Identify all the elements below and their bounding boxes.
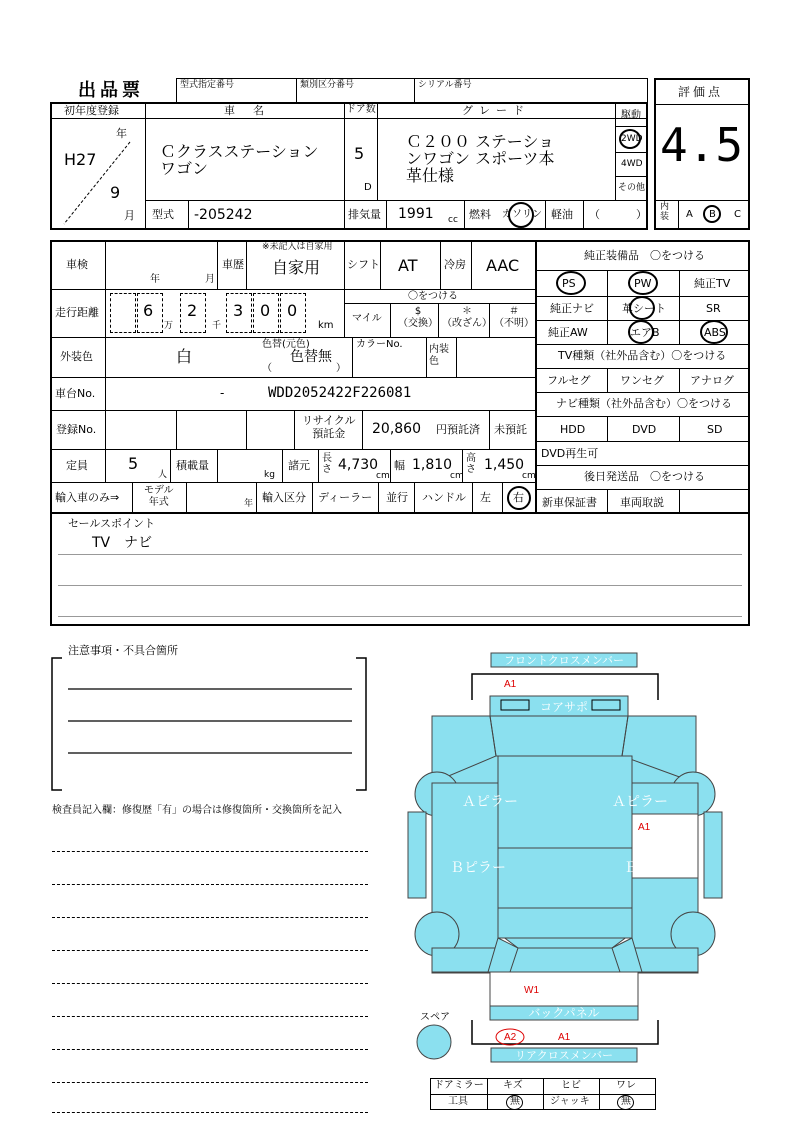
- load-label: 積載量: [176, 459, 209, 472]
- mileage-digit: 0: [260, 301, 271, 320]
- spec-label: 諸元: [288, 459, 310, 472]
- recycle-value: 20,860: [372, 421, 421, 437]
- doors-value: 5: [354, 144, 365, 163]
- a-pillar-left-label: Ａピラー: [462, 793, 518, 809]
- equip-abs: ABS: [704, 326, 726, 339]
- equip-leather-circle: [629, 296, 655, 320]
- month-unit: 月: [124, 209, 135, 222]
- exchange-label: $ （交換）: [398, 306, 438, 329]
- doors-label: ドア数: [346, 104, 376, 115]
- rear-cross-label: リアクロスメンバー: [515, 1050, 613, 1062]
- mileage-digit: 3: [233, 301, 244, 320]
- mark-side-a1: A1: [638, 822, 651, 833]
- repaint-paren-close: ）: [336, 363, 346, 374]
- shift-value: AT: [398, 256, 418, 275]
- date-slash: [60, 140, 132, 226]
- chassis-label: 車台No.: [55, 387, 96, 400]
- drive-2wd: 2WD: [621, 134, 643, 144]
- handle-right: 右: [513, 491, 524, 504]
- drive-4wd: 4WD: [621, 159, 643, 169]
- inspector-label: 検査員記入欄：修復歴「有」の場合は修復箇所・交換箇所を記入: [52, 805, 342, 816]
- repaint-value: 色替無: [290, 349, 332, 365]
- legend-door-mirror: ドアミラー: [434, 1080, 484, 1091]
- car-name: Ｃクラスステーション ワゴン: [160, 142, 319, 178]
- width-label: 幅: [394, 459, 405, 472]
- height-label: 高 さ: [466, 453, 476, 475]
- model-label: 型式: [152, 208, 174, 221]
- modified-label: ＊ （改ざん）: [442, 306, 492, 329]
- fuel-paren-open: （: [589, 208, 600, 221]
- capacity-value: 5: [128, 454, 139, 473]
- fuel-gasoline: ガソリン: [502, 209, 542, 220]
- parallel-option: 並行: [386, 491, 408, 504]
- equip-ps: PS: [562, 277, 576, 290]
- repaint-paren-open: （: [262, 363, 272, 374]
- core-support-label: コアサポ: [539, 700, 589, 714]
- model-year-label: モデル 年式: [144, 485, 174, 508]
- spare-label: スペア: [420, 1012, 450, 1023]
- handle-left: 左: [480, 491, 491, 504]
- interior-c: C: [734, 209, 741, 220]
- displacement-label: 排気量: [348, 208, 381, 221]
- tv-oneseg: ワンセグ: [620, 374, 664, 387]
- reg-no-label: 登録No.: [56, 423, 97, 436]
- handle-right-circle: [507, 486, 531, 510]
- aircon-value: AAC: [486, 256, 520, 275]
- score-label: 評価点: [678, 85, 724, 99]
- a-pillar-right-label: Ａピラー: [612, 793, 668, 809]
- unknown-label: ＃ （不明）: [494, 306, 534, 329]
- recycle-label: リサイクル 預託金: [302, 414, 356, 441]
- import-class-label: 輸入区分: [262, 491, 306, 504]
- interior-b-circle: [703, 205, 721, 223]
- legend-break: ワレ: [616, 1080, 636, 1091]
- legend-scratch: キズ: [503, 1080, 523, 1091]
- category-label: 類別区分番号: [300, 80, 355, 90]
- equip-tv: 純正TV: [694, 277, 731, 290]
- chassis-dash: -: [220, 386, 225, 400]
- width-value: 1,810: [412, 457, 453, 473]
- recycle-paid: 円預託済: [436, 423, 480, 436]
- cm-unit: cm: [522, 471, 536, 481]
- displacement-value: 1991: [398, 206, 434, 222]
- form-title: 出品票: [78, 80, 144, 101]
- man-unit: 万: [164, 321, 174, 331]
- shift-label: シフト: [347, 258, 380, 271]
- navi-title: ナビ種類（社外品含む）〇をつける: [556, 397, 732, 410]
- shaken-year-unit: 年: [150, 274, 160, 285]
- jack-label: ジャッキ: [550, 1096, 590, 1107]
- notes-bracket: [50, 656, 370, 792]
- drive-2wd-circle: [619, 129, 641, 149]
- navi-dvd-play: DVD再生可: [541, 447, 599, 460]
- first-reg-label: 初年度登録: [64, 104, 119, 117]
- equipment-title: 純正装備品 〇をつける: [584, 249, 705, 262]
- tools-label: 工具: [448, 1096, 468, 1107]
- equip-abs-circle: [700, 320, 728, 344]
- mark-rear-a1: A1: [558, 1032, 571, 1043]
- shaken-month-unit: 月: [205, 274, 215, 285]
- dealer-option: ディーラー: [318, 491, 373, 504]
- tools-none-circle: [506, 1095, 523, 1110]
- equip-navi: 純正ナビ: [550, 302, 594, 315]
- model-year-unit: 年: [244, 499, 254, 509]
- sen-unit: 千: [212, 321, 222, 331]
- capacity-label: 定員: [66, 459, 88, 472]
- sales-point-label: セールスポイント: [68, 517, 156, 530]
- b-pillar-left-label: Ｂピラー: [450, 859, 506, 875]
- history-note: ※未記入は自家用: [262, 242, 333, 252]
- tv-title: TV種類（社外品含む）〇をつける: [558, 349, 727, 362]
- handle-label: ハンドル: [422, 491, 466, 504]
- cm-unit: cm: [450, 471, 464, 481]
- back-panel-label: バックパネル: [528, 1006, 600, 1020]
- later-manual: 車両取説: [620, 496, 664, 509]
- legend-crack: ヒビ: [561, 1080, 581, 1091]
- color-value: 白: [176, 347, 193, 366]
- fuel-light-label: 軽油: [551, 208, 573, 221]
- doors-suffix: D: [364, 182, 372, 193]
- mark-rear-a2: A2: [504, 1032, 517, 1043]
- mileage-label: 走行距離: [55, 306, 99, 319]
- equip-ps-circle: [556, 271, 586, 295]
- sales-point-text: TV ナビ: [92, 535, 153, 551]
- first-reg-year: H27: [64, 150, 97, 169]
- equip-airbag: エアB: [630, 326, 660, 339]
- b-pillar-right-label: Ｂピラー: [624, 859, 680, 875]
- fuel-gasoline-circle: [508, 202, 534, 228]
- history-value: 自家用: [272, 258, 321, 277]
- grade-value: Ｃ２００ ステーショ ンワゴン スポーツ本 革仕様: [406, 132, 555, 185]
- history-label: 車歴: [222, 258, 244, 271]
- tv-fullseg: フルセグ: [547, 374, 591, 387]
- first-reg-month: 9: [110, 183, 121, 202]
- km-unit: km: [318, 320, 334, 331]
- repaint-label: 色替(元色): [262, 339, 310, 350]
- mileage-digit: 0: [287, 301, 298, 320]
- grade-label: グレード: [462, 104, 530, 117]
- navi-dvd: DVD: [632, 423, 657, 436]
- equip-airbag-circle: [628, 320, 654, 344]
- sales-point-box: [50, 512, 750, 626]
- model-value: -205242: [194, 207, 253, 223]
- equip-leather: 革シート: [622, 302, 666, 315]
- equip-pw-circle: [628, 271, 658, 295]
- navi-hdd: HDD: [560, 423, 586, 436]
- year-unit: 年: [116, 127, 127, 140]
- interior-a: A: [686, 209, 693, 220]
- interior-label: 内 装: [660, 202, 670, 222]
- height-value: 1,450: [484, 457, 525, 473]
- notes-label: 注意事項・不具合箇所: [68, 644, 178, 657]
- later-warranty: 新車保証書: [542, 496, 597, 509]
- kg-unit: kg: [264, 470, 275, 480]
- tools-value: 無: [510, 1096, 520, 1107]
- mark-front-a1: A1: [504, 679, 517, 690]
- car-name-label: 車名: [224, 104, 282, 117]
- chassis-value: WDD2052422F226081: [268, 385, 412, 401]
- cm-unit: cm: [376, 471, 390, 481]
- jack-value: 無: [621, 1096, 631, 1107]
- mileage-digit: 2: [187, 301, 198, 320]
- equip-sr: SR: [706, 302, 721, 315]
- fuel-label: 燃料: [469, 208, 491, 221]
- mileage-circle-note: 〇をつける: [408, 291, 458, 302]
- import-only-label: 輸入車のみ⇒: [55, 491, 120, 504]
- equip-pw: PW: [634, 277, 652, 290]
- person-unit: 人: [158, 470, 168, 480]
- tv-analog: アナログ: [690, 374, 734, 387]
- model-designation-label: 型式指定番号: [180, 80, 235, 90]
- aircon-label: 冷房: [444, 258, 466, 271]
- length-value: 4,730: [338, 457, 379, 473]
- interior-b: B: [709, 209, 716, 220]
- code-row: [176, 78, 648, 104]
- score-value: 4.5: [660, 118, 744, 172]
- cc-unit: cc: [448, 215, 458, 225]
- mileage-digit: 6: [143, 301, 154, 320]
- serial-label: シリアル番号: [418, 80, 472, 90]
- drive-other: その他: [618, 183, 646, 193]
- interior-color-label: 内装 色: [429, 344, 449, 367]
- length-label: 長 さ: [322, 453, 332, 475]
- jack-none-circle: [617, 1095, 634, 1110]
- fuel-paren-close: ）: [636, 208, 647, 221]
- front-cross-label: フロントクロスメンバー: [503, 655, 625, 667]
- later-title: 後日発送品 〇をつける: [584, 470, 705, 483]
- mileage-digit-box-empty: [110, 293, 136, 333]
- shaken-label: 車検: [66, 258, 88, 271]
- equip-aw: 純正AW: [548, 326, 588, 339]
- mile-label: マイル: [352, 313, 382, 324]
- car-frame-diagram: [400, 648, 730, 1072]
- color-label: 外装色: [60, 350, 93, 363]
- navi-sd: SD: [707, 423, 723, 436]
- mark-back-w1: W1: [524, 985, 539, 996]
- recycle-unpaid: 未預託: [494, 423, 527, 436]
- drive-label: 駆動: [621, 110, 641, 121]
- color-no-label: カラーNo.: [356, 339, 403, 350]
